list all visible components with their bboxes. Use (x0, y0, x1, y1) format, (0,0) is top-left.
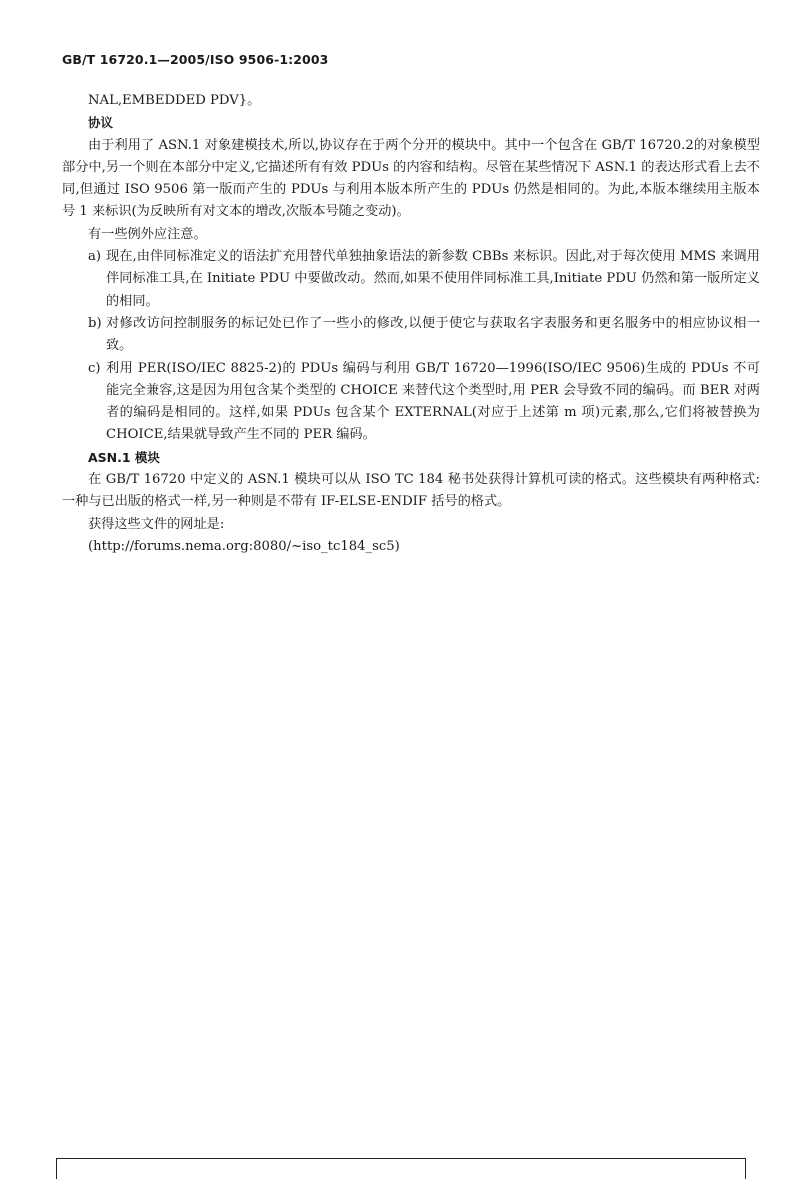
list-item (62, 358, 760, 447)
footer-border (56, 1158, 746, 1179)
exceptions-intro: 有一些例外应注意。 (88, 226, 207, 242)
paragraph-protocol: 由于利用了 ASN.1 对象建模技术,所以,协议存在于两个分开的模块中。其中一个包含在 GB/T 16720.2的对象模型部分中,另一个则在本部分中定义,它描述所有有效 PDUs 的内容和结构。尽管在某些情况下 ASN.1 的表达形式看上去不同,但通过 ISO 9506 第一版而产生的 PDUs 与利用本版本所产生的 PDUs 仍然是相同的。为此,本版本继续用主版本号 1 来标识(为反映所有对文本的增改,次版本号随之变动)。 (62, 137, 760, 220)
continuation-line: NAL,EMBEDDED PDV}。 (88, 93, 261, 108)
list-item-text: 利用 PER(ISO/IEC 8825-2)的 PDUs 编码与利用 GB/T 16720—1996(ISO/IEC 9506)生成的 PDUs 不可能完全兼容,这是因为用包含某个类型的 CHOICE 来替代这个类型时,用 PER 会导致不同的编码。而 BER 对两者的编码是相同的。这样,如果 PDUs 包含某个 EXTERNAL(对应于上述第 m 项)元素,那么,它们将被替换为 CHOICE,结果就导致产生不同的 PER 编码。 (106, 360, 760, 443)
list-item (62, 246, 760, 313)
list-item (62, 313, 760, 358)
paragraph-asn-module: 在 GB/T 16720 中定义的 ASN.1 模块可以从 ISO TC 184 秘书处获得计算机可读的格式。这些模块有两种格式:一种与已出版的格式一样,另一种则是不带有 IF-ELSE-ENDIF 括号的格式。 (62, 472, 760, 510)
document-body (62, 90, 760, 558)
heading-asn-module: ASN.1 模块 (88, 449, 160, 465)
list-marker: a) (88, 249, 102, 265)
page-header: GB/T 16720.1—2005/ISO 9506-1:2003 (62, 52, 329, 67)
list-item-text: 现在,由伴同标准定义的语法扩充用替代单独抽象语法的新参数 CBBs 来标识。因此,对于每次使用 MMS 来调用伴同标准工具,在 Initiate PDU 中要做改动。然而,如果不使用伴同标准工具,Initiate PDU 仍然和第一版所定义的相同。 (106, 249, 760, 309)
heading-protocol: 协议 (88, 115, 114, 131)
list-marker: c) (88, 360, 101, 376)
url-intro: 获得这些文件的网址是: (88, 516, 225, 532)
list-item-text: 对修改访问控制服务的标记处已作了一些小的修改,以便于使它与获取名字表服务和更名服务中的相应协议相一致。 (106, 315, 760, 354)
list-marker: b) (88, 315, 102, 331)
url-text: (http://forums.nema.org:8080/~iso_tc184_sc5) (88, 538, 400, 554)
